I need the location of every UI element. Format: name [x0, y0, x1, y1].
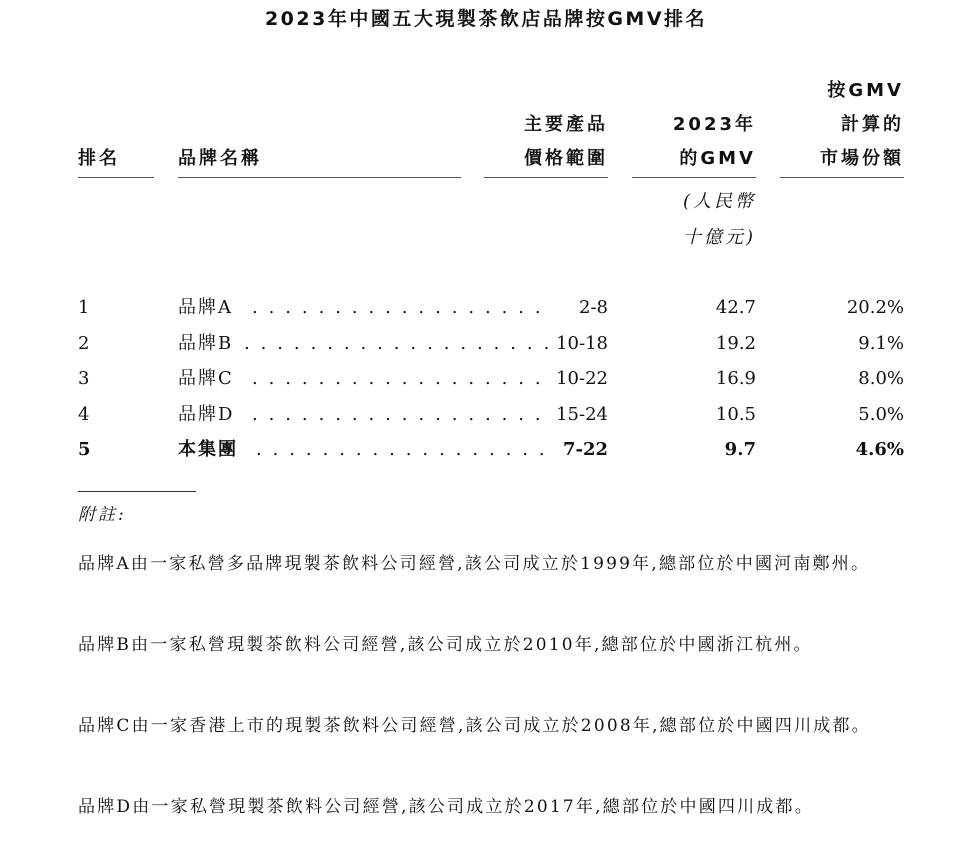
table-row — [0, 330, 972, 358]
note-brand-b: 品牌B由一家私營現製茶飲料公司經營,該公司成立於2010年,總部位於中國浙江杭州。 — [78, 635, 813, 655]
brand-cell: 本集團 — [178, 439, 238, 460]
header-rank: 排名 — [78, 148, 120, 169]
page-title: 2023年中國五大現製茶飲店品牌按GMV排名 — [264, 8, 708, 30]
header-rule-rank — [78, 177, 154, 178]
header-share-line1: 按GMV — [827, 80, 904, 101]
table-row — [0, 294, 972, 322]
rank-cell: 2 — [78, 333, 90, 354]
brand-cell: 品牌B — [178, 333, 234, 354]
gmv-cell: 42.7 — [715, 297, 756, 318]
dot-leader: . . . . . . . . . . . . . . . . . . . — [244, 333, 552, 354]
header-rule-gmv — [632, 177, 756, 178]
dot-leader: . . . . . . . . . . . . . . . . . . — [252, 297, 544, 318]
share-cell: 8.0% — [858, 368, 904, 389]
rank-cell: 5 — [78, 439, 91, 460]
share-cell: 5.0% — [858, 404, 904, 425]
header-gmv-line2: 的GMV — [679, 148, 756, 169]
gmv-cell: 16.9 — [715, 368, 756, 389]
price-cell: 7-22 — [562, 439, 608, 460]
gmv-cell: 19.2 — [715, 333, 756, 354]
note-brand-d: 品牌D由一家私營現製茶飲料公司經營,該公司成立於2017年,總部位於中國四川成都。 — [78, 797, 814, 817]
brand-cell: 品牌C — [178, 368, 234, 389]
price-cell: 15-24 — [556, 404, 608, 425]
dot-leader: . . . . . . . . . . . . . . . . . . — [252, 368, 544, 389]
share-cell: 4.6% — [855, 439, 904, 460]
rank-cell: 4 — [78, 404, 90, 425]
brand-cell: 品牌A — [178, 297, 233, 318]
rank-cell: 3 — [78, 368, 90, 389]
footnote-divider — [78, 491, 196, 492]
note-brand-c: 品牌C由一家香港上市的現製茶飲料公司經營,該公司成立於2008年,總部位於中國四川成都。 — [78, 716, 871, 736]
gmv-unit-line2: 十億元) — [682, 227, 756, 248]
note-brand-a: 品牌A由一家私營多品牌現製茶飲料公司經營,該公司成立於1999年,總部位於中國河南鄭州。 — [78, 554, 871, 574]
header-rule-brand — [178, 177, 461, 178]
rank-cell: 1 — [78, 297, 90, 318]
gmv-cell: 10.5 — [715, 404, 756, 425]
table-row — [0, 401, 972, 429]
gmv-unit-line1: (人民幣 — [682, 191, 756, 212]
header-gmv-line1: 2023年 — [672, 114, 756, 135]
table-row — [0, 365, 972, 393]
price-cell: 10-22 — [556, 368, 608, 389]
header-rule-price — [484, 177, 608, 178]
dot-leader: . . . . . . . . . . . . . . . . . . — [252, 404, 544, 425]
price-cell: 10-18 — [556, 333, 608, 354]
header-share-line2: 計算的 — [841, 114, 904, 135]
share-cell: 9.1% — [858, 333, 904, 354]
dot-leader: . . . . . . . . . . . . . . . . . . — [256, 439, 548, 460]
header-share-line3: 市場份額 — [820, 148, 904, 169]
header-rule-share — [780, 177, 904, 178]
header-brand: 品牌名稱 — [178, 148, 262, 169]
brand-cell: 品牌D — [178, 404, 235, 425]
table-row-company — [0, 436, 972, 464]
header-price-line2: 價格範圍 — [524, 148, 608, 169]
gmv-cell: 9.7 — [724, 439, 756, 460]
notes-label: 附註: — [78, 505, 127, 525]
price-cell: 2-8 — [579, 297, 608, 318]
share-cell: 20.2% — [846, 297, 904, 318]
header-price-line1: 主要產品 — [524, 114, 608, 135]
